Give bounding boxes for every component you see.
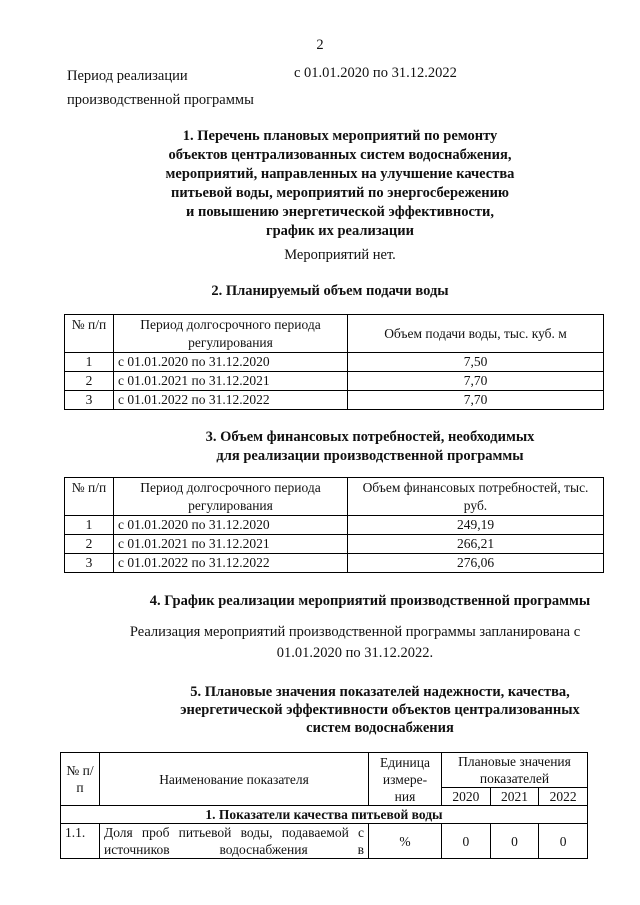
- table-row: [65, 391, 604, 410]
- table-row: [65, 535, 604, 554]
- col-header-period: Период долгосрочного периода регулирования: [114, 315, 348, 353]
- section4-text: [100, 622, 610, 664]
- col-header-finance: Объем финансовых потребностей, тыс. руб.: [348, 478, 604, 516]
- group-title: 1. Показатели качества питьевой воды: [61, 806, 588, 824]
- cell-value: 7,70: [348, 372, 604, 391]
- page-number: 2: [316, 37, 324, 53]
- cell-name-line2: источников водоснабжения в: [104, 842, 364, 857]
- period-label-line2: производственной программы: [67, 92, 254, 108]
- cell-period: с 01.01.2022 по 31.12.2022: [114, 554, 348, 573]
- water-volume-table: [64, 314, 604, 410]
- section3-title-line: для реализации производственной программы: [216, 448, 524, 464]
- section1-title-line: график их реализации: [265, 223, 414, 239]
- cell-value: 0: [490, 824, 539, 859]
- col-header-period: Период долгосрочного периода регулирования: [114, 478, 348, 516]
- col-header-num: № п/п: [61, 753, 100, 806]
- table-row: [61, 824, 588, 859]
- cell-value: 0: [442, 824, 491, 859]
- cell-value: 249,19: [348, 516, 604, 535]
- section5-title-line: систем водоснабжения: [306, 720, 454, 736]
- cell-period: с 01.01.2020 по 31.12.2020: [114, 516, 348, 535]
- col-header-num: № п/п: [65, 478, 114, 516]
- cell-period: с 01.01.2020 по 31.12.2020: [114, 353, 348, 372]
- section4-title: 4. График реализации мероприятий производственной программы: [149, 593, 591, 609]
- cell-name-line1: Доля проб питьевой воды, подаваемой с: [104, 825, 364, 840]
- section1-title: [100, 127, 580, 241]
- cell-num: 3: [65, 554, 114, 573]
- cell-num: 2: [65, 372, 114, 391]
- financial-needs-table: [64, 477, 604, 573]
- cell-num: 2: [65, 535, 114, 554]
- cell-period: с 01.01.2021 по 31.12.2021: [114, 372, 348, 391]
- cell-num: 1.1.: [61, 824, 100, 859]
- section5-title-line: 5. Плановые значения показателей надежности, качества,: [190, 684, 570, 700]
- col-header-volume: Объем подачи воды, тыс. куб. м: [348, 315, 604, 353]
- cell-unit: %: [369, 824, 442, 859]
- col-header-year: 2022: [539, 788, 588, 806]
- col-header-planned: Плановые значения показателей: [442, 753, 588, 788]
- col-header-name: Наименование показателя: [100, 753, 369, 806]
- section5-title: [100, 683, 640, 737]
- section1-title-line: питьевой воды, мероприятий по энергосбережению: [170, 185, 510, 201]
- section3-title-line: 3. Объем финансовых потребностей, необходимых: [205, 429, 535, 445]
- period-label-line1: Период реализации: [67, 68, 188, 84]
- col-header-year: 2021: [490, 788, 539, 806]
- period-value: с 01.01.2020 по 31.12.2022: [294, 65, 457, 81]
- table-header-row: [65, 315, 604, 353]
- cell-num: 1: [65, 516, 114, 535]
- section1-text: Мероприятий нет.: [284, 247, 396, 263]
- cell-value: 266,21: [348, 535, 604, 554]
- cell-num: 1: [65, 353, 114, 372]
- section1-title-line: и повышению энергетической эффективности,: [186, 204, 494, 220]
- section1-title-line: мероприятий, направленных на улучшение качества: [165, 166, 515, 182]
- section5-title-line: энергетической эффективности объектов централизованных: [180, 702, 580, 718]
- section2-title: 2. Планируемый объем подачи воды: [211, 283, 449, 299]
- cell-period: с 01.01.2022 по 31.12.2022: [114, 391, 348, 410]
- table-row: [65, 372, 604, 391]
- cell-value: 7,50: [348, 353, 604, 372]
- cell-name: [100, 824, 369, 859]
- table-row: [65, 516, 604, 535]
- section1-title-line: объектов централизованных систем водоснабжения,: [168, 147, 512, 163]
- col-header-unit: Единица измере-ния: [369, 753, 442, 806]
- cell-value: 0: [539, 824, 588, 859]
- table-row: [65, 554, 604, 573]
- col-header-num: № п/п: [65, 315, 114, 353]
- cell-value: 276,06: [348, 554, 604, 573]
- section4-text-line2: 01.01.2020 по 31.12.2022.: [276, 645, 434, 661]
- table-row: [65, 353, 604, 372]
- table-group-row: [61, 806, 588, 824]
- table-header-row: [65, 478, 604, 516]
- col-header-year: 2020: [442, 788, 491, 806]
- cell-num: 3: [65, 391, 114, 410]
- period-label: [67, 64, 267, 112]
- indicators-table: [60, 752, 588, 859]
- cell-period: с 01.01.2021 по 31.12.2021: [114, 535, 348, 554]
- section1-title-line: 1. Перечень плановых мероприятий по ремонту: [182, 128, 498, 144]
- section4-text-line1: Реализация мероприятий производственной программы запланирована с: [129, 624, 581, 640]
- cell-value: 7,70: [348, 391, 604, 410]
- section3-title: [100, 428, 640, 466]
